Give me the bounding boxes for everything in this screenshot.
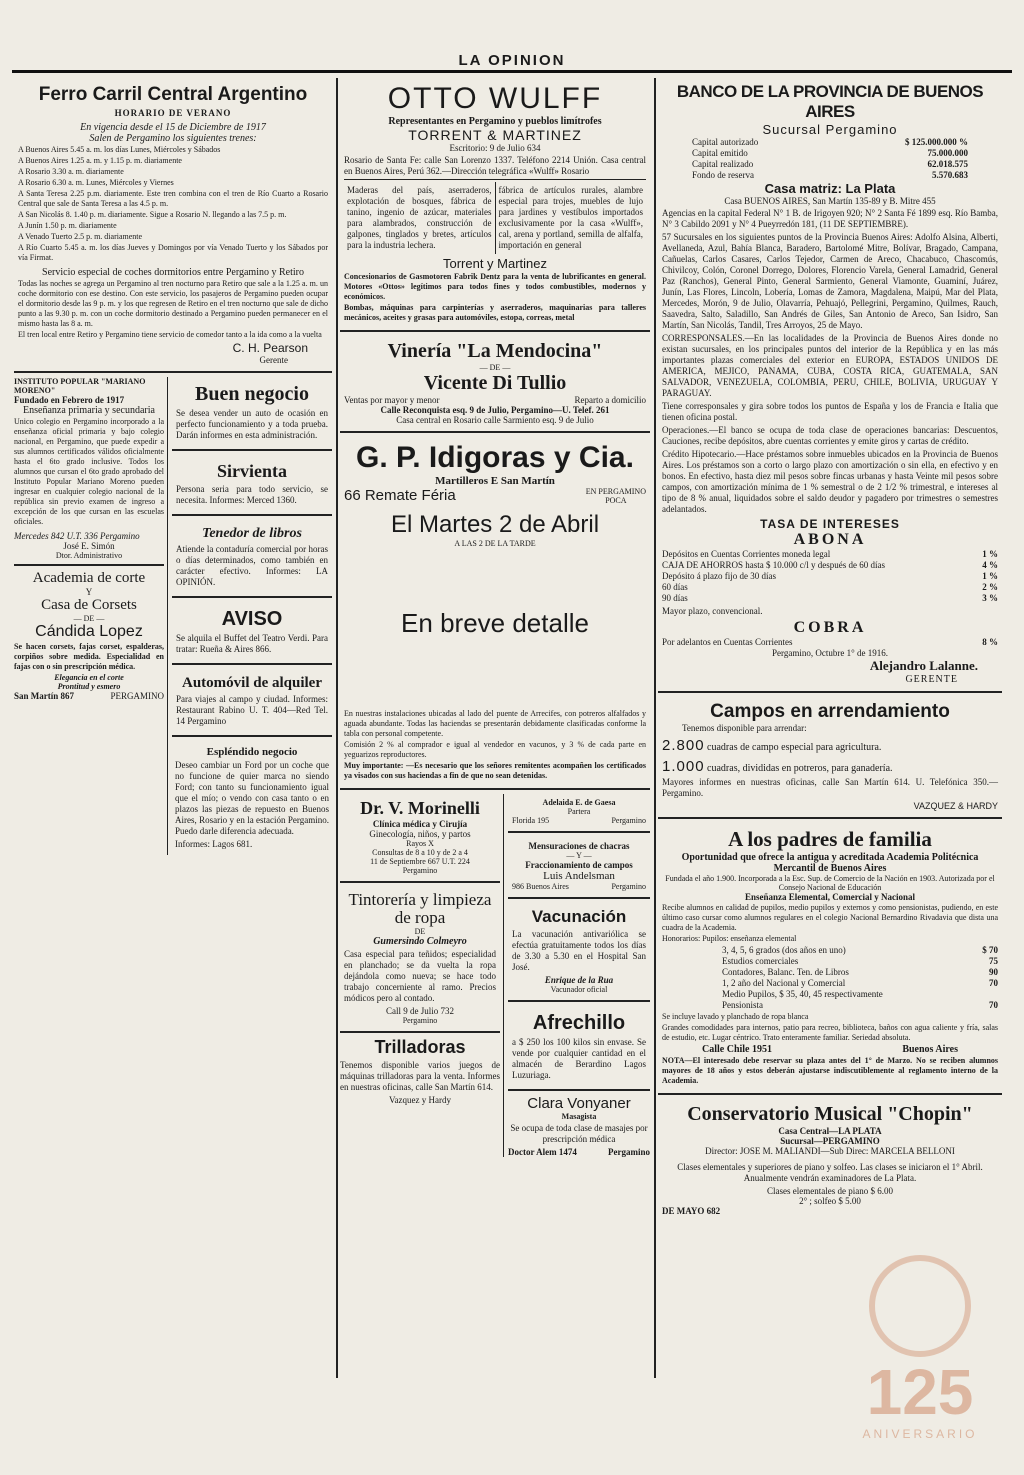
rate-row — [692, 170, 968, 181]
rate-label: Medio Pupilos, $ 35, 40, 45 respectivamente — [722, 989, 883, 999]
masthead: LA OPINION — [458, 52, 566, 69]
mensuraciones-y: — Y — — [566, 851, 592, 860]
rate-label: CAJA DE AHORROS hasta $ 10.000 c/l y después de 60 días — [662, 560, 885, 570]
banco-abona: ABONA — [793, 531, 867, 548]
rate-value: 1 % — [982, 571, 998, 581]
banco-capital-table — [662, 137, 998, 181]
tintoreria-address: Call 9 de Julio 732 — [386, 1006, 454, 1016]
rate-label: 1, 2 año del Nacional y Comercial — [722, 978, 846, 988]
chopin-ad — [658, 1099, 1002, 1220]
padres-incluye: Se incluye lavado y planchado de ropa blanca — [662, 1012, 809, 1021]
vineria-name: Vicente Di Tullio — [423, 372, 567, 394]
banco-giros: Tiene corresponsales y gira sobre todos los puntos de España y los de Francia e Italia que tienen oficina postal. — [662, 401, 998, 422]
banco-provincia-ad — [658, 78, 1002, 693]
mensuraciones-ad — [508, 837, 650, 899]
sirvienta-text: Persona seria para todo servicio, se necesita. Informes: Merced 1360. — [176, 484, 328, 505]
watermark-emblem-icon — [869, 1255, 971, 1357]
banco-manager-role: GERENTE — [905, 674, 958, 685]
vineria-row — [344, 395, 646, 405]
padres-grandes: Grandes comodidades para internos, patio para recreo, biblioteca, baños con agua caliente y fría, salas de estudio, etc. Lugar céntrico. Trato enteramente familiar. Seriedad absoluta. — [662, 1023, 998, 1042]
morinelli-city: Pergamino — [402, 866, 438, 875]
esplendido-text: Deseo cambiar un Ford por un coche que no funcione de quier marca no siendo Ford; con tanto su funcionamiento igual que el mío; o vendo con casa tanto o en plazos las piezas de repuesto en Buenos Aires, Rosario y en la estación Pergamino. Puedo darle diferencia adecuada. — [175, 760, 329, 836]
academia-de: — DE — — [73, 614, 105, 623]
tintoreria-city: Pergamino — [402, 1016, 438, 1025]
instituto-text: Unico colegio en Pergamino incorporado a la enseñanza oficial primaria y bajo colegio nacional, en Pergamino, que puede expedir a sus alumnos certificados válidos oficialmente hasta el 6to grado inclusive. Todos los alumnos que cursan el 6to grado aprobado del Instituto Popular Mariano Moreno pueden ingresar en cualquier colegio nacional de la república sin previo examen de ingreso a excepción de los que cursan en las escuelas oficiales. — [14, 417, 164, 526]
clara-footer — [508, 1147, 650, 1157]
wulff-escritorio: Escritorio: 9 de Julio 634 — [449, 143, 541, 153]
padres-nota: NOTA—El interesado debe reservar su plaza antes del 1° de Marzo. No se reciben alumnos mayores de 18 años y estos deberán ajustarse indiscutiblemente al reglamento interno de la Academia. — [662, 1056, 998, 1085]
trilladoras-sign: Vazquez y Hardy — [389, 1095, 451, 1105]
chopin-piano: Clases elementales de piano $ 6.00 — [767, 1186, 893, 1196]
afrechillo-ad — [508, 1006, 650, 1091]
tintoreria-de: DE — [414, 927, 426, 936]
rate-row — [692, 137, 968, 148]
padres-footer — [662, 1044, 998, 1055]
column-divider-2 — [654, 78, 656, 1378]
tintoreria-ad — [340, 887, 500, 1033]
anniversary-watermark — [830, 1305, 1010, 1445]
rate-value: 1 % — [982, 549, 998, 559]
esplendido-informes: Informes: Lagos 681. — [175, 839, 253, 849]
rate-row — [722, 978, 998, 989]
vineria-calle: Calle Reconquista esq. 9 de Julio, Pergamino—U. Telef. 261 — [380, 405, 610, 415]
ferro-train-item: A Rosario 6.30 a. m. Lunes, Miércoles y Viernes — [18, 178, 174, 187]
banco-corresponsales: CORRESPONSALES.—En las localidades de la Provincia de Buenos Aires donde no existan sucursales, en los principales puntos del interior de la República y en las más importantes plazas comerciales del exterior en EUROPA, ESTADOS UNIDOS DE AMERICA, MEJICO, PANAMA, CUBA, COSTA RICA, GUATEMALA, SAN SALVADOR, VENEZUELA, COLOMBIA, PERU, CHILE, BOLIVIA, URUGUAY Y PARAGUAY. — [662, 333, 998, 398]
campos-sign: VAZQUEZ & HARDY — [913, 801, 998, 811]
idigoras-date: El Martes 2 de Abril — [390, 511, 600, 538]
chopin-text: Clases elementales y superiores de piano y solfeo. Las clases se iniciaron el 1° Abril. Anualmente vendrán examinadores de La Plata. — [677, 1162, 983, 1183]
academia-slogan1: Elegancia en el corte — [54, 673, 124, 682]
academia-ad — [14, 570, 164, 701]
auto-text: Para viajes al campo y ciudad. Informes: Restaurant Rabino U. T. 404—Red Tel. 14 Pergamino — [176, 694, 328, 726]
vacunacion-name: Enrique de la Rua — [544, 975, 614, 985]
column-3 — [658, 78, 1002, 1398]
rate-value: 2 % — [982, 582, 998, 592]
rate-row — [722, 989, 998, 1000]
auto-title: Automóvil de alquiler — [181, 675, 322, 691]
morinelli-consultas: Consultas de 8 a 10 y de 2 a 4 — [372, 848, 468, 857]
banco-cobra: COBRA — [793, 619, 867, 636]
idigoras-comision: Comisión 2 % al comprador e igual al vendedor en vacunos, y 3 % de cada parte en yeguarizos reproductores. — [344, 740, 646, 759]
aviso-ad — [172, 602, 332, 665]
mensuraciones-address: 986 Buenos Aires — [512, 882, 569, 891]
vineria-de: — DE — — [479, 363, 511, 372]
banco-tasa: TASA DE INTERESES — [760, 517, 900, 531]
wulff-bombas: Bombas, máquinas para carpinterías y aserraderos, maquinarias para talleres mecánicos, aceites y grasas para automóviles, estopa, correas, metal — [344, 303, 646, 322]
instituto-founded: Fundado en Febrero de 1917 — [14, 395, 125, 405]
buen-title: Buen negocio — [195, 383, 309, 405]
banco-agencias: Agencias en la capital Federal N° 1 B. de Irigoyen 920; N° 2 Santa Fé 1899 esq. Río Bamba, N° 3 Cabildo 2091 y N° 4 Pueyrredón 181, (11 DE SEPTIEMBRE). — [662, 208, 998, 229]
idigoras-poca: POCA — [605, 496, 627, 505]
rate-value: $ 125.000.000 % — [905, 137, 968, 147]
banco-abona-table — [662, 549, 998, 604]
idigoras-importante: Muy importante: —Es necesario que los señores remitentes acompañen los certificados ya visados con sus haciendas a fin de que no sean detenidas. — [344, 761, 646, 780]
ferro-train-item: A Buenos Aires 5.45 a. m. los días Lunes, Miércoles y Sábados — [18, 145, 221, 154]
afrechillo-text: a $ 250 los 100 kilos sin envase. Se vende por cualquier cantidad en el almacén de Berardino Lagos Luzuriaga. — [512, 1037, 646, 1080]
ferro-train-item: A Santa Teresa 2.25 p.m. diariamente. Este tren combina con el tren de Río Cuarto a Rosario Central que sale de Santa Teresa a las 4.5 p. m. — [18, 189, 328, 208]
padres-title: A los padres de familia — [728, 827, 932, 851]
otto-wulff-ad — [340, 78, 650, 332]
wulff-concesionarios: Concesionarios de Gasmotoren Fabrik Dentz para la venta de lubrificantes en general. Motores «Ottos» legítimos para todos fines y todos combustibles, modernos y económicos. — [344, 272, 646, 301]
campos-title: Campos en arrendamiento — [710, 701, 950, 722]
buen-text: Se desea vender un auto de ocasión en perfecto funcionamiento y a toda prueba. Darán informes en esta administración. — [176, 408, 328, 440]
padres-subtitle: Oportunidad que ofrece la antigua y acreditada Academia Politécnica Mercantil de Buenos Aires — [681, 852, 979, 874]
ferro-title: Ferro Carril Central Argentino — [38, 84, 308, 105]
rate-value: 75 — [989, 956, 998, 966]
wulff-title: OTTO WULFF — [387, 82, 603, 115]
clara-address: Doctor Alem 1474 — [508, 1147, 577, 1157]
ferro-subtitle: HORARIO DE VERANO — [114, 108, 232, 118]
academia-slogan2: Prontitud y esmero — [57, 682, 121, 691]
wulff-left: Maderas del país, aserraderos, explotación de bosques, fábrica de tanino, ingenio de azúcar, materiales para alambrados, construcción de galpones, tinglados y bretes, artículos para la industria lechera. — [347, 185, 492, 250]
banco-cobra-label: Por adelantos en Cuentas Corrientes — [662, 637, 793, 647]
ferro-train-item: A Buenos Aires 1.25 a. m. y 1.15 p. m. diariamente — [18, 156, 182, 165]
rate-value: 3 % — [982, 593, 998, 603]
instituto-title: INSTITUTO POPULAR "MARIANO MORENO" — [14, 377, 146, 395]
wulff-firm2: Torrent y Martinez — [442, 256, 548, 271]
ferro-carril-ad — [14, 78, 332, 373]
sirvienta-title: Sirvienta — [217, 461, 287, 481]
banco-cobra-value: 8 % — [982, 637, 998, 647]
adelaida-footer — [512, 816, 646, 825]
ferro-salen: Salen de Pergamino los siguientes trenes: — [89, 133, 257, 144]
adelaida-ad — [508, 794, 650, 833]
rate-row — [722, 967, 998, 978]
banco-title: BANCO DE LA PROVINCIA DE BUENOS AIRES — [676, 82, 984, 121]
vineria-right: Reparto a domicilio — [574, 395, 646, 405]
wulff-split — [344, 179, 646, 256]
adelaida-address: Florida 195 — [512, 816, 550, 825]
clara-role: Masagista — [561, 1112, 597, 1121]
banco-matriz: Casa matriz: La Plata — [764, 181, 896, 196]
tintoreria-name: Gumersindo Colmeyro — [373, 936, 467, 947]
adelaida-city: Pergamino — [611, 816, 646, 825]
morinelli-subtitle: Clínica médica y Cirujía — [372, 819, 468, 829]
watermark-text: ANIVERSARIO — [862, 1427, 978, 1441]
trilladoras-text: Tenemos disponible varios juegos de máquinas trilladoras para la venta. Informes en nuestras oficinas, calle San Martín 614. — [340, 1060, 500, 1092]
rate-label: Depósitos en Cuentas Corrientes moneda legal — [662, 549, 831, 559]
ferro-local: El tren local entre Retiro y Pergamino tiene servicio de comedor tanto a la ida como a la vuelta — [18, 330, 322, 339]
rate-label: Capital autorizado — [692, 137, 759, 147]
ferro-role: Gerente — [259, 355, 288, 365]
academia-text: Se hacen corsets, fajas corset, espalderas, corpiños sobre medida. Especialidad en fajas con o sin prescripción médica. — [14, 642, 164, 671]
rate-row — [722, 945, 998, 956]
banco-sucursales: 57 Sucursales en los siguientes puntos de la Provincia Buenos Aires: Adolfo Alsina, Alberti, Avellaneda, Azul, Bahía Blanca, Baradero, Bartolomé Mitre, Bolívar, Bragado, Campana, Cañuelas, Carlos Casares, Carlos Tejedor, Carmen de Areco, Chacabuco, Chascomús, Chivilcoy, Colón, Coronel Dorrego, Dolores, Florencio Varela, General Lamadrid, General Paz (Ranchos), General Pinto, General Sarmiento, General Viamonte, Guaminí, Juárez, Junín, Las Flores, Lincoln, Lobería, Lomas de Zamora, Magdalena, Maipú, Mar del Plata, Mercedes, Morón, 9 de Julio, Olavarría, Pehuajó, Pellegrini, Pergamino, Quilmes, Rauch, Saavedra, Salto, Saladillo, San Andrés de Giles, San Antonio de Areco, San Isidro, San Martín, San Nicolás, Tandil, Tres Arroyos, 25 de Mayo. — [662, 232, 998, 330]
clara-city: Pergamino — [608, 1147, 650, 1157]
padres-honorarios: Honorarios: Pupilos: enseñanza elemental — [662, 934, 797, 943]
vacunacion-ad — [508, 903, 650, 1002]
rate-label: Fondo de reserva — [692, 170, 754, 180]
vacunacion-text: La vacunación antivariólica se efectúa gratuitamente todos los días de 3.30 a 5.30 en el Hospital San José. — [512, 929, 646, 972]
rate-row — [722, 1000, 998, 1011]
ferro-servicio-text: Todas las noches se agrega un Pergamino al tren nocturno para Retiro que sale a la 1.25 a. m. un coche dormitorio con ese destino. Con este servicio, los pasajeros de Pergamino pueden ocupar el dormitorio desde las 9 p. m. y los que regresen de Retiro en el tren nocturno que sale de dicho punto a las 9.30 p. m. con un coche dormitorio destinado a Pergamino pueden permanecer en el mismo hasta las 8 a. m. — [18, 279, 328, 328]
campos-line2 — [662, 758, 998, 775]
rate-label: 60 días — [662, 582, 688, 592]
adelaida-role: Partera — [567, 807, 591, 816]
idigoras-detalle: En breve detalle — [401, 608, 589, 638]
campos-more: Mayores informes en nuestras oficinas, calle San Martín 614. U. Telefónica 350.—Pergamino. — [662, 777, 998, 798]
idigoras-remate-row — [344, 487, 646, 505]
col1-lower-right — [168, 377, 332, 855]
adelaida-title: Adelaida E. de Gaesa — [542, 798, 616, 807]
rate-value: 62.018.575 — [927, 159, 968, 169]
trilladoras-ad — [340, 1037, 500, 1105]
tenedor-ad — [172, 520, 332, 598]
campos-line2-num: 1.000 — [662, 758, 705, 775]
academia-footer — [14, 691, 164, 701]
campos-ad — [658, 697, 1002, 819]
banco-sucursal: Sucursal Pergamino — [762, 122, 898, 137]
col2-lower-right — [504, 794, 650, 1157]
rate-row — [722, 956, 998, 967]
clara-title: Clara Vonyaner — [527, 1095, 631, 1112]
trilladoras-title: Trilladoras — [374, 1037, 466, 1057]
rate-label: Capital emitido — [692, 148, 748, 158]
rate-value: 70 — [989, 1000, 998, 1010]
tenedor-title: Tenedor de libros — [202, 526, 302, 541]
idigoras-ad — [340, 437, 650, 790]
morinelli-ad — [340, 794, 500, 883]
campos-line1-num: 2.800 — [662, 737, 705, 754]
instituto-address: Mercedes 842 U.T. 336 Pergamino — [14, 531, 140, 541]
padres-reciben: Recibe alumnos en calidad de pupilos, medio pupilos y externos y como pensionistas, pudiendo, en este último caso cursar como alumnos regulares en el colegio Nacional Bernardino Rivadavia que dista una cuadra de la Academia. — [662, 903, 998, 932]
idigoras-en: EN PERGAMINO — [585, 487, 646, 496]
idigoras-time: A LAS 2 DE LA TARDE — [454, 539, 536, 548]
idigoras-body: En nuestras instalaciones ubicadas al lado del puente de Arrecifes, con potreros alfalfados y aguada abundante. Todas las haciendas se presentarán debidamente clasificadas conforme la tabla con personal competente. — [344, 709, 646, 738]
col1-lower-left — [14, 377, 168, 855]
banco-date: Pergamino, Octubre 1° de 1916. — [772, 648, 888, 658]
banco-bsas: Casa BUENOS AIRES, San Martín 135-89 y B. Mitre 455 — [724, 196, 936, 206]
idigoras-place — [586, 487, 646, 505]
tenedor-text: Atiende la contaduría comercial por horas o días determinados, como también en carácter efectivo. Informes: LA OPINIÓN. — [176, 544, 328, 587]
banco-manager: Alejandro Lalanne. — [869, 658, 978, 673]
morinelli-spec: Ginecología, niños, y partos — [369, 829, 471, 839]
campos-line1-text: cuadras de campo especial para agricultura. — [707, 742, 882, 753]
rate-row — [692, 159, 968, 170]
rate-row — [662, 560, 998, 571]
padres-fundada: Fundada el año 1.900. Incorporada a la Esc. Sup. de Comercio de la Nación en 1903. Autorizada por el Consejo Nacional de Educación — [665, 874, 995, 892]
rate-row — [662, 549, 998, 560]
clara-text: Se ocupa de toda clase de masajes por prescripción médica — [510, 1123, 648, 1144]
chopin-director: Director: JOSE M. MALIANDI—Sub Direc: MARCELA BELLONI — [705, 1146, 955, 1156]
auto-alquiler-ad — [172, 669, 332, 737]
tintoreria-title: Tintorería y limpieza de ropa — [348, 890, 492, 927]
chopin-solfeo: 2° ; solfeo $ 5.00 — [799, 1196, 861, 1206]
padres-ad — [658, 823, 1002, 1095]
col2-lower-left — [340, 794, 504, 1157]
rate-label: Pensionista — [722, 1000, 764, 1010]
column-1 — [14, 78, 332, 1398]
clara-ad — [508, 1095, 650, 1157]
instituto-director: José E. Simón — [63, 541, 115, 551]
vineria-left: Ventas por mayor y menor — [344, 395, 440, 405]
mensuraciones-footer — [512, 882, 646, 891]
academia-title2: Casa de Corsets — [41, 597, 137, 613]
ferro-vigencia: En vigencia desde el 15 de Diciembre de 1917 — [80, 122, 266, 133]
ferro-train-list — [18, 145, 328, 263]
rate-label: Capital realizado — [692, 159, 754, 169]
column-2 — [340, 78, 650, 1398]
rate-value: 90 — [989, 967, 998, 977]
rate-row — [662, 582, 998, 593]
padres-city: Buenos Aires — [902, 1044, 958, 1055]
vacunacion-title: Vacunación — [531, 907, 627, 926]
vineria-ad — [340, 336, 650, 433]
col1-lower — [14, 377, 332, 855]
rate-row — [692, 148, 968, 159]
rate-value: 75.000.000 — [927, 148, 968, 158]
ferro-train-item: A Venado Tuerto 2.5 p. m. diariamente — [18, 232, 143, 241]
rate-row — [662, 571, 998, 582]
aviso-title: AVISO — [221, 608, 283, 630]
idigoras-subtitle: Martilleros E San Martín — [435, 475, 555, 487]
morinelli-address: 11 de Septiembre 667 U.T. 224 — [370, 857, 470, 866]
esplendido-ad — [172, 741, 332, 855]
idigoras-remate: 66 Remate Féria — [344, 487, 456, 504]
sirvienta-ad — [172, 455, 332, 516]
afrechillo-title: Afrechillo — [532, 1012, 626, 1034]
banco-operaciones: Operaciones.—El banco se ocupa de toda clase de operaciones bancarias: Descuentos, Cauciones, recibe depósitos, abre cuentas corrientes y emite giros y cartas de crédito. — [662, 425, 998, 446]
ferro-train-item: A Junín 1.50 p. m. diariamente — [18, 221, 117, 230]
rate-label: 3, 4, 5, 6 grados (dos años en uno) — [722, 945, 846, 955]
ferro-train-item: A San Nicolás 8. 1.40 p. m. diariamente. Sigue a Rosario N. llegando a las 7.5 p. m. — [18, 210, 287, 219]
tintoreria-text: Casa especial para teñidos; especialidad en planchado; se da vuelta la ropa dejándola como nueva; se hace todo trabajo concerniente al ramo. Precios módicos pero al contado. — [344, 949, 496, 1003]
wulff-subtitle: Representantes en Pergamino y pueblos limítrofes — [388, 116, 602, 127]
mensuraciones-name: Luis Andelsman — [543, 870, 615, 882]
idigoras-title: G. P. Idigoras y Cia. — [356, 441, 634, 474]
academia-y: Y — [85, 587, 93, 597]
esplendido-title: Espléndido negocio — [206, 746, 298, 758]
academia-name: Cándida Lopez — [35, 623, 143, 640]
padres-ensenanza: Enseñanza Elemental, Comercial y Nacional — [744, 892, 916, 902]
campos-line2-text: cuadras, divididas en potreros, para ganadería. — [707, 763, 893, 774]
col2-lower — [340, 794, 650, 1157]
banco-hipotecario: Crédito Hipotecario.—Hace préstamos sobre inmuebles ubicados en la Provincia de Buenos Aires. Los préstamos son a corto o largo plazo con amortización o sin ella, en efectivo y en bonos. En efectivo, hasta diez mil pesos sobre fincas urbanas y hasta Veinte mil pesos sobre campos, con amortización mínima de 1 % semestral o de 2 1/2 % trimestral, e intereses al tipo de 8 % anual, liquidados sobre el saldo deudor y pagadero por trimestres o semestres adelantados. — [662, 449, 998, 514]
mensuraciones-city: Pergamino — [611, 882, 646, 891]
watermark-number: 125 — [866, 1356, 974, 1428]
chopin-address: DE MAYO 682 — [662, 1206, 721, 1216]
vineria-title: Vinería "La Mendocina" — [387, 340, 603, 362]
academia-title1: Academia de corte — [32, 570, 146, 586]
rate-label: Depósito á plazo fijo de 30 días — [662, 571, 776, 581]
chopin-title: Conservatorio Musical "Chopin" — [687, 1103, 973, 1125]
column-divider-1 — [336, 78, 338, 1378]
academia-address: San Martín 867 — [14, 691, 75, 701]
academia-city: PERGAMINO — [110, 691, 164, 701]
instituto-director-role: Dtor. Administrativo — [14, 551, 164, 566]
banco-mayor: Mayor plazo, convencional. — [662, 606, 763, 616]
padres-address: Calle Chile 1951 — [702, 1044, 772, 1055]
wulff-rosario: Rosario de Santa Fe: calle San Lorenzo 1337. Teléfono 2214 Unión. Casa central en Buenos Aires, Perú 362.—Dirección telegráfica «Wulff» Rosario — [344, 155, 646, 176]
ferro-servicio-title: Servicio especial de coches dormitorios entre Pergamino y Retiro — [42, 267, 304, 278]
rate-row — [662, 593, 998, 604]
rate-label: Estudios comerciales — [722, 956, 799, 966]
wulff-firm: TORRENT & MARTINEZ — [408, 127, 582, 143]
padres-fees-table — [662, 945, 998, 1011]
ferro-train-item: A Río Cuarto 5.45 a. m. los días Jueves y Domingos por vía Venado Tuerto y los Sábados por vía Firmat. — [18, 243, 328, 262]
chopin-central: Casa Central—LA PLATA — [778, 1126, 882, 1136]
aviso-text: Se alquila el Buffet del Teatro Verdi. Para tratar: Rueña & Aires 866. — [176, 633, 328, 654]
buen-negocio-ad — [172, 377, 332, 451]
campos-line1 — [662, 737, 998, 754]
rate-value: 70 — [989, 978, 998, 988]
ferro-signature: C. H. Pearson — [232, 341, 308, 355]
rate-label: Contadores, Balanc. Ten. de Libros — [722, 967, 849, 977]
wulff-right: fábrica de artículos rurales, alambre especial para trojes, muebles de lujo para jardines y vestíbulos importados exclusivamente por la casa «Wulff», cal, arena y portland, semilla de alfalfa, importación en general — [495, 182, 647, 254]
rate-value: 4 % — [982, 560, 998, 570]
vacunacion-role: Vacunador oficial — [550, 985, 608, 994]
mensuraciones-subtitle: Fraccionamiento de campos — [525, 860, 633, 870]
morinelli-title: Dr. V. Morinelli — [360, 798, 480, 818]
rate-value: $ 70 — [982, 945, 998, 955]
instituto-subtitle: Enseñanza primaria y secundaria — [23, 405, 155, 416]
chopin-sucursal: Sucursal—PERGAMINO — [780, 1136, 880, 1146]
ferro-train-item: A Rosario 3.30 a. m. diariamente — [18, 167, 124, 176]
vineria-central: Casa central en Rosario calle Sarmiento esq. 9 de Julio — [396, 415, 594, 425]
morinelli-rayos: Rayos X — [406, 839, 434, 848]
banco-cobra-row — [662, 637, 998, 648]
mensuraciones-title: Mensuraciones de chacras — [528, 841, 630, 851]
rate-value: 5.570.683 — [932, 170, 968, 180]
rate-label: 90 días — [662, 593, 688, 603]
campos-intro: Tenemos disponible para arrendar: — [682, 723, 807, 733]
masthead-rule — [12, 70, 1012, 73]
